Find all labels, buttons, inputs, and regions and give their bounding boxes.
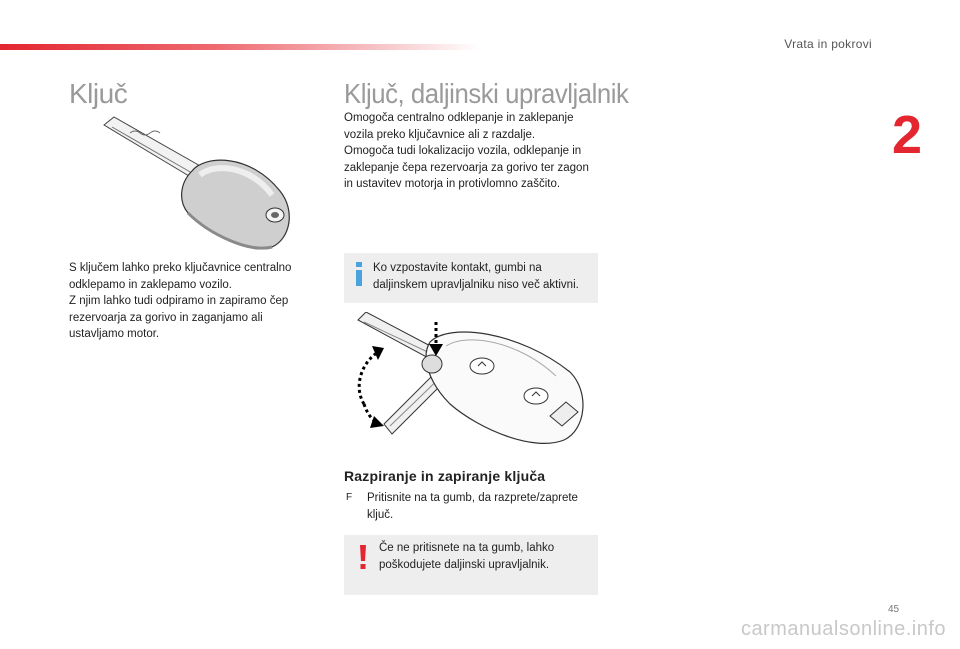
info-text: Ko vzpostavite kontakt, gumbi na daljinskem upravljalniku niso več aktivni. [373, 262, 579, 291]
section-header: Vrata in pokrovi [784, 37, 872, 51]
sub-heading-fold-key: Razpiranje in zapiranje ključa [344, 468, 546, 484]
chapter-number: 2 [892, 105, 923, 165]
header-accent-bar [0, 44, 480, 50]
watermark: carmanualsonline.info [740, 618, 946, 640]
title-key: Ključ [69, 78, 128, 109]
folding-key-illustration [350, 312, 590, 452]
page-number: 45 [888, 604, 900, 615]
key-illustration [100, 115, 300, 255]
info-note [344, 253, 598, 303]
instruction-text: Pritisnite na ta gumb, da razprete/zaprete ključ. [367, 492, 578, 521]
remote-description: Omogoča centralno odklepanje in zaklepanje vozila preko ključavnice ali z razdalje. Omogoča tudi lokalizacijo vozila, odklepanje in zaklepanje čepa rezervoarja za gorivo ter zagon in ustavitev motorja in protivlomno zaščito. [344, 112, 589, 190]
warning-note [344, 535, 598, 595]
warning-text: Če ne pritisnete na ta gumb, lahko poškodujete daljinski upravljalnik. [379, 542, 555, 571]
bullet-mark: F [346, 492, 353, 503]
info-icon [356, 262, 362, 286]
warning-icon [358, 545, 368, 569]
key-description: S ključem lahko preko ključavnice centralno odklepamo in zaklepamo vozilo. Z njim lahko tudi odpiramo in zapiramo čep rezervoarja za gorivo in zaganjamo ali ustavljamo motor. [69, 262, 292, 340]
title-remote-key: Ključ, daljinski upravljalnik [344, 78, 629, 109]
